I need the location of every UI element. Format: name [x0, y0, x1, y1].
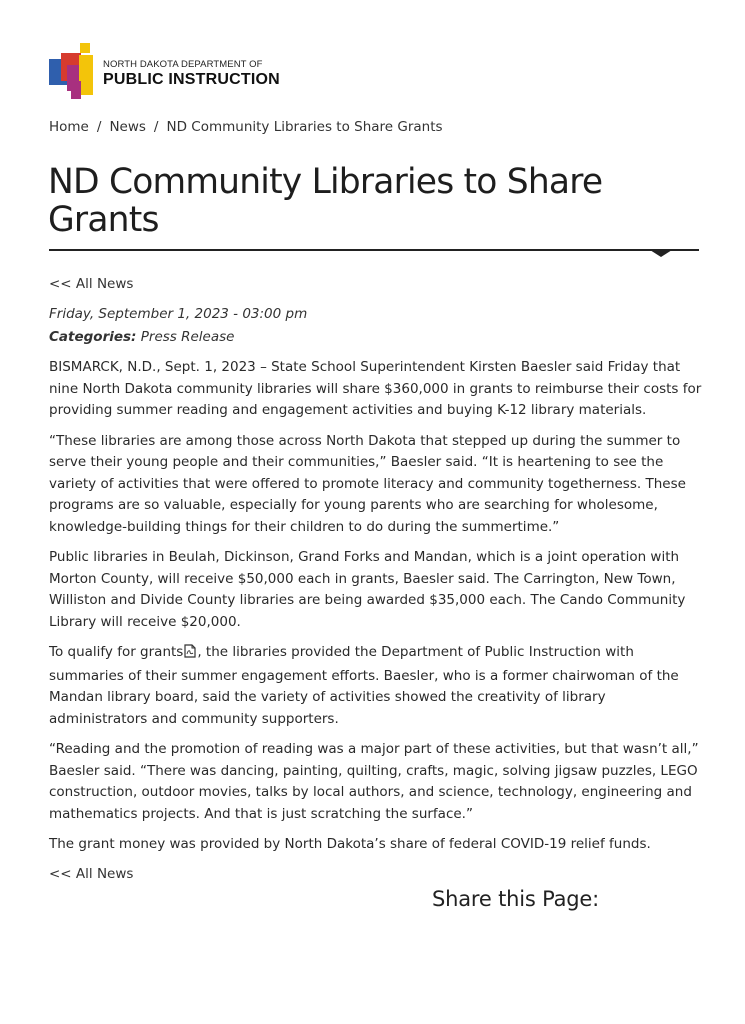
ndpi-logo[interactable] — [49, 43, 280, 99]
breadcrumb-separator: / — [96, 119, 102, 135]
breadcrumb-home[interactable]: Home — [49, 119, 89, 135]
categories-label: Categories: — [49, 329, 137, 345]
article-date: Friday, September 1, 2023 - 03:00 pm — [49, 306, 308, 322]
article-body — [49, 357, 705, 865]
share-heading: Share this Page: — [432, 887, 599, 911]
ndpi-logo-mark-icon — [49, 43, 95, 99]
article-paragraph: BISMARCK, N.D., Sept. 1, 2023 – State School Superintendent Kirsten Baesler said Friday that nine North Dakota community libraries will share $360,000 in grants to reimburse their costs for providing summer reading and engagement activities and buying K-12 library materials. — [49, 359, 702, 418]
grants-link[interactable]: To qualify for grants — [49, 644, 184, 660]
article-paragraph: Public libraries in Beulah, Dickinson, Grand Forks and Mandan, which is a joint operation with Morton County, will receive $50,000 each in grants, Baesler said. The Carrington, New Town, Williston and Divide County libraries are being awarded $35,000 each. The Cando Community Library will receive $20,000. — [49, 549, 686, 630]
logo-line2: PUBLIC INSTRUCTION — [103, 70, 280, 88]
title-divider — [49, 249, 699, 251]
title-divider-notch — [650, 250, 672, 257]
breadcrumb-news[interactable]: News — [109, 119, 146, 135]
article-paragraph: “These libraries are among those across North Dakota that stepped up during the summer to serve their young people and their communities,” Baesler said. “It is heartening to see the variety of activities that were offered to promote literacy and community togetherness. These programs are so valuable, especially for young parents who are searching for wholesome, knowledge-building things for their children to do during the summertime.” — [49, 432, 686, 535]
breadcrumb-current: ND Community Libraries to Share Grants — [166, 119, 443, 135]
article-paragraph: “Reading and the promotion of reading was a major part of these activities, but that wasn’t all,” Baesler said. “There was dancing, painting, quilting, crafts, magic, solving jigsaw puzzles, LEGO construction, outdoor movies, talks by local authors, and science, technology, engineering and mathematics projects. And that is just scratching the surface.” — [49, 741, 699, 822]
all-news-link-top[interactable]: << All News — [49, 276, 134, 292]
article-categories — [49, 329, 234, 345]
qualify-paragraph-rest: , the libraries provided the Department of Public Instruction with summaries of their summer engagement efforts. Baesler, who is a former chairwoman of the Mandan library board, said the variety of activities showed the creativity of library administrators and community supporters. — [49, 644, 679, 727]
breadcrumb-separator: / — [153, 119, 159, 135]
pdf-document-icon[interactable] — [184, 644, 196, 666]
categories-value: Press Release — [140, 329, 235, 345]
article-paragraph: The grant money was provided by North Dakota’s share of federal COVID-19 relief funds. — [49, 836, 651, 852]
article-paragraph — [49, 642, 705, 730]
logo-line1: NORTH DAKOTA DEPARTMENT OF — [103, 59, 263, 71]
all-news-link-bottom[interactable]: << All News — [49, 866, 134, 882]
page-title: ND Community Libraries to Share Grants — [48, 162, 603, 240]
breadcrumb — [49, 119, 443, 135]
